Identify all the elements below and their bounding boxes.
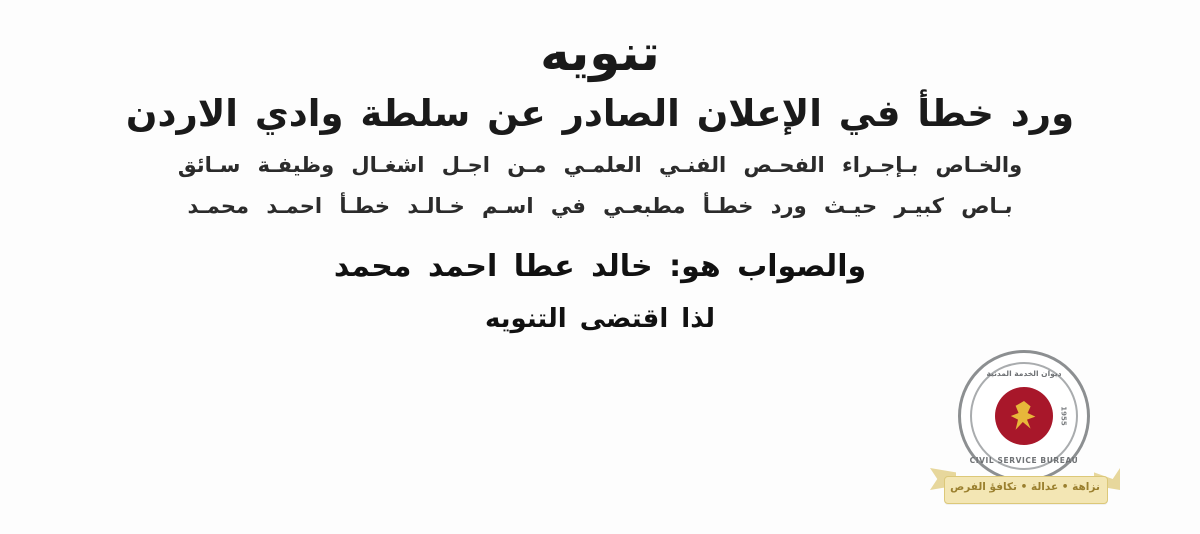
seal-top-text: ديوان الخدمة المدنية	[986, 369, 1062, 378]
notice-correction: والصواب هو: خالد عطا احمد محمد	[333, 248, 867, 284]
notice-paragraph-line-2: بـاص كبيـر حيـث ورد خطـأ مطبعـي في اسـم خـالـد خطـأ احمـد محمـد	[187, 194, 1013, 218]
ribbon-motto-text: نزاهة • عدالة • تكافؤ الفرص	[950, 481, 1100, 493]
notice-paragraph-line-1: والخـاص بـإجـراء الفحـص الفنـي العلمـي مـن اجـل اشغـال وظيفـة سـائق	[177, 153, 1023, 178]
crest-emblem-icon	[995, 387, 1053, 445]
notice-headline: ورد خطأ في الإعلان الصادر عن سلطة وادي الاردن	[125, 92, 1075, 135]
crown-icon	[1009, 401, 1039, 431]
civil-service-bureau-logo	[930, 350, 1120, 525]
seal-bottom-text: CIVIL SERVICE BUREAU	[969, 456, 1079, 465]
notice-closing: لذا اقتضى التنويه	[484, 303, 715, 334]
ribbon-banner-icon	[930, 462, 1120, 514]
seal-year-text: 1955	[1059, 406, 1068, 426]
page-title: تنويه	[540, 24, 660, 82]
